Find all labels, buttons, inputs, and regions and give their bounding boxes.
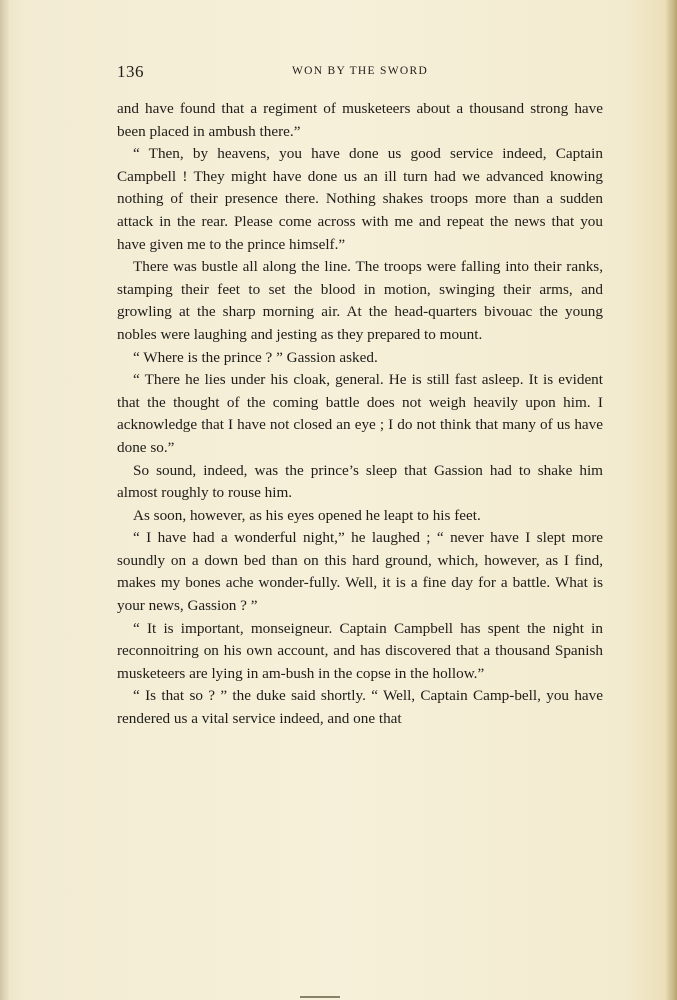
paragraph: “ Where is the prince ? ” Gassion asked.: [133, 348, 378, 366]
page-gutter: [0, 0, 10, 1000]
paragraph: “ Is that so ? ” the duke said shortly. “ Well, Captain Camp-bell, you have rendered us a vital service indeed, and one that: [117, 687, 603, 728]
page-number: 136: [117, 62, 144, 81]
paragraph: “ Then, by heavens, you have done us good service indeed, Captain Campbell ! They might have done us an ill turn had we advanced knowing nothing of their presence there. Nothing shakes troops more than a sudden attack in the rear. Please come across with me and repeat the news that you have given me to the prince himself.”: [117, 145, 603, 253]
paragraph: and have found that a regiment of musketeers about a thousand strong have been placed in ambush there.”: [117, 100, 603, 140]
page-edge-shadow: [665, 0, 677, 1000]
paragraph: There was bustle all along the line. The troops were falling into their ranks, stamping their feet to set the blood in motion, swinging their arms, and growling at the sharp morning air. At the head-quarters bivouac the young nobles were laughing and jesting as they prepared to mount.: [117, 258, 603, 343]
paragraph: “ I have had a wonderful night,” he laughed ; “ never have I slept more soundly on a down bed than on this hard ground, which, however, as I find, makes my bones ache wonder-fully. Well, it is a fine day for a battle. What is your news, Gassion ? ”: [117, 529, 603, 615]
body-text: [117, 98, 603, 731]
running-head: [117, 62, 603, 86]
paragraph: “ There he lies under his cloak, general. He is still fast asleep. It is evident that the thought of the coming battle does not weigh heavily upon him. I acknowledge that I have not closed an eye ; I do not think that many of us have done so.”: [117, 371, 603, 456]
running-title: WON BY THE SWORD: [291, 65, 429, 77]
paragraph: “ It is important, monseigneur. Captain Campbell has spent the night in reconnoitring on his own account, and has discovered that a thousand Spanish musketeers are lying in am-bush in the copse in the hollow.”: [117, 619, 603, 682]
paragraph: As soon, however, as his eyes opened he leapt to his feet.: [133, 506, 481, 524]
bottom-mark: [300, 996, 340, 998]
paragraph: So sound, indeed, was the prince’s sleep that Gassion had to shake him almost roughly to rouse him.: [117, 461, 603, 502]
